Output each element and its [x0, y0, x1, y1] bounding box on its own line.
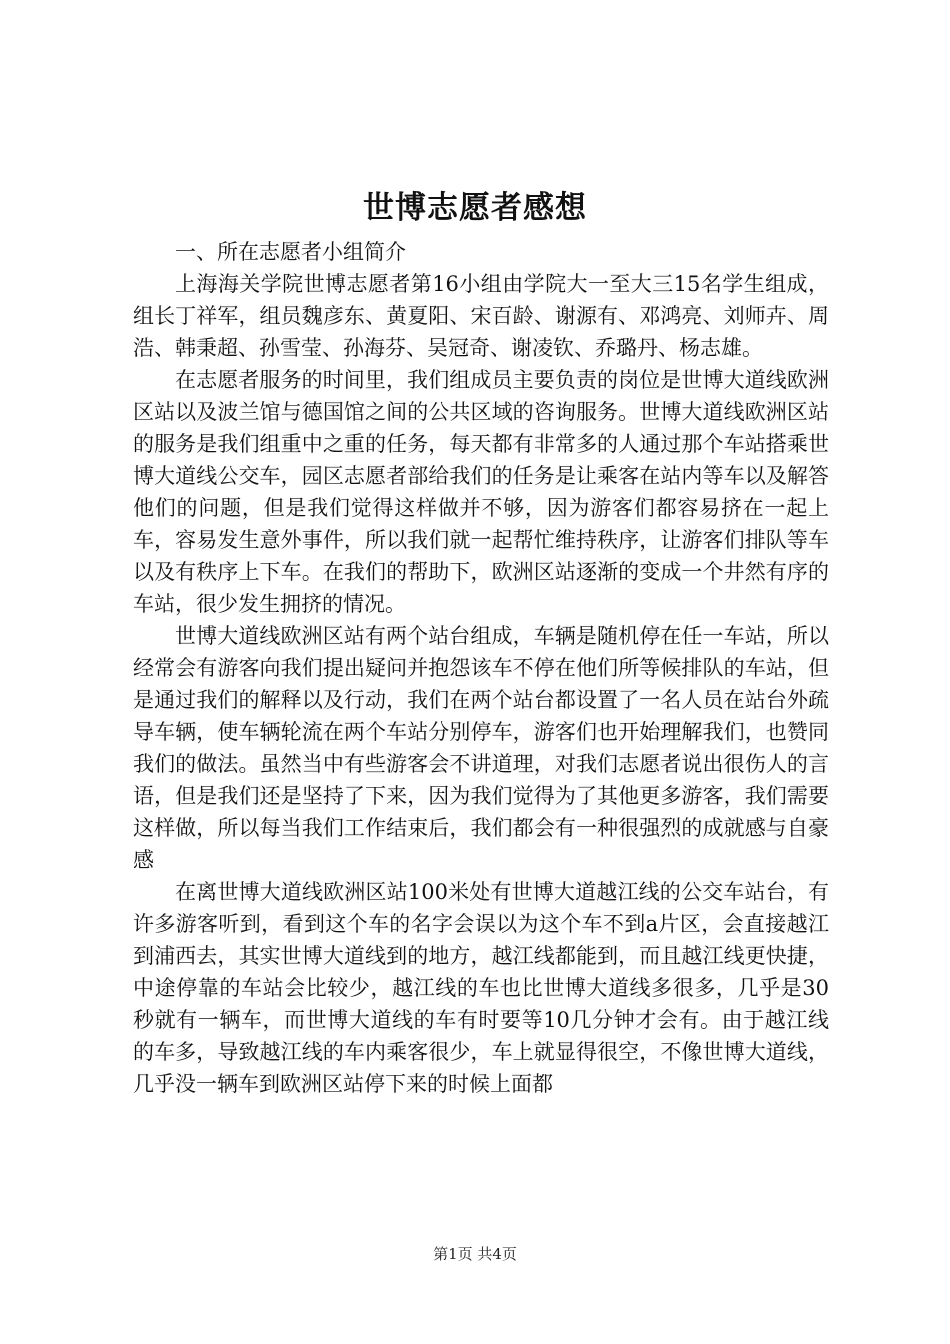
paragraph-service-duties: 在志愿者服务的时间里，我们组成员主要负责的岗位是世博大道线欧洲区站以及波兰馆与德国馆之间的公共区域的咨询服务。世博大道线欧洲区站的服务是我们组重中之重的任务，每天都有非常多的人通过那个车站搭乘世博大道线公交车，园区志愿者部给我们的任务是让乘客在站内等车以及解答他们的问题，但是我们觉得这样做并不够，因为游客们都容易挤在一起上车，容易发生意外事件，所以我们就一起帮忙维持秩序，让游客们排队等车以及有秩序上下车。在我们的帮助下，欧洲区站逐渐的变成一个井然有序的车站，很少发生拥挤的情况。 [133, 368, 829, 616]
paragraph-cross-river-line: 在离世博大道线欧洲区站100米处有世博大道越江线的公交车站台，有许多游客听到，看到这个车的名字会误以为这个车不到a片区，会直接越江到浦西去，其实世博大道线到的地方，越江线都能到，而且越江线更快捷，中途停靠的车站会比较少，越江线的车也比世博大道线多很多，几乎是30秒就有一辆车，而世博大道线的车有时要等10几分钟才会有。由于越江线的车多，导致越江线的车内乘客很少，车上就显得很空，不像世博大道线，几乎没一辆车到欧洲区站停下来的时候上面都 [133, 880, 829, 1096]
section-heading: 一、所在志愿者小组简介 [175, 240, 406, 264]
page-footer: 第1页 共4页 [433, 1245, 517, 1263]
document-title: 世博志愿者感想 [363, 190, 587, 226]
paragraph-two-platforms: 世博大道线欧洲区站有两个站台组成，车辆是随机停在任一车站，所以经常会有游客向我们提出疑问并抱怨该车不停在他们所等候排队的车站，但是通过我们的解释以及行动，我们在两个站台都设置了一名人员在站台外疏导车辆，使车辆轮流在两个车站分别停车，游客们也开始理解我们，也赞同我们的做法。虽然当中有些游客会不讲道理，对我们志愿者说出很伤人的言语，但是我们还是坚持了下来，因为我们觉得为了其他更多游客，我们需要这样做，所以每当我们工作结束后，我们都会有一种很强烈的成就感与自豪感 [133, 624, 829, 872]
document-body [133, 236, 829, 1100]
paragraph-group-intro: 上海海关学院世博志愿者第16小组由学院大一至大三15名学生组成，组长丁祥军，组员魏彦东、黄夏阳、宋百龄、谢源有、邓鸿亮、刘师卉、周浩、韩秉超、孙雪莹、孙海芬、吴冠奇、谢凌钦、乔璐丹、杨志雄。 [133, 272, 829, 360]
